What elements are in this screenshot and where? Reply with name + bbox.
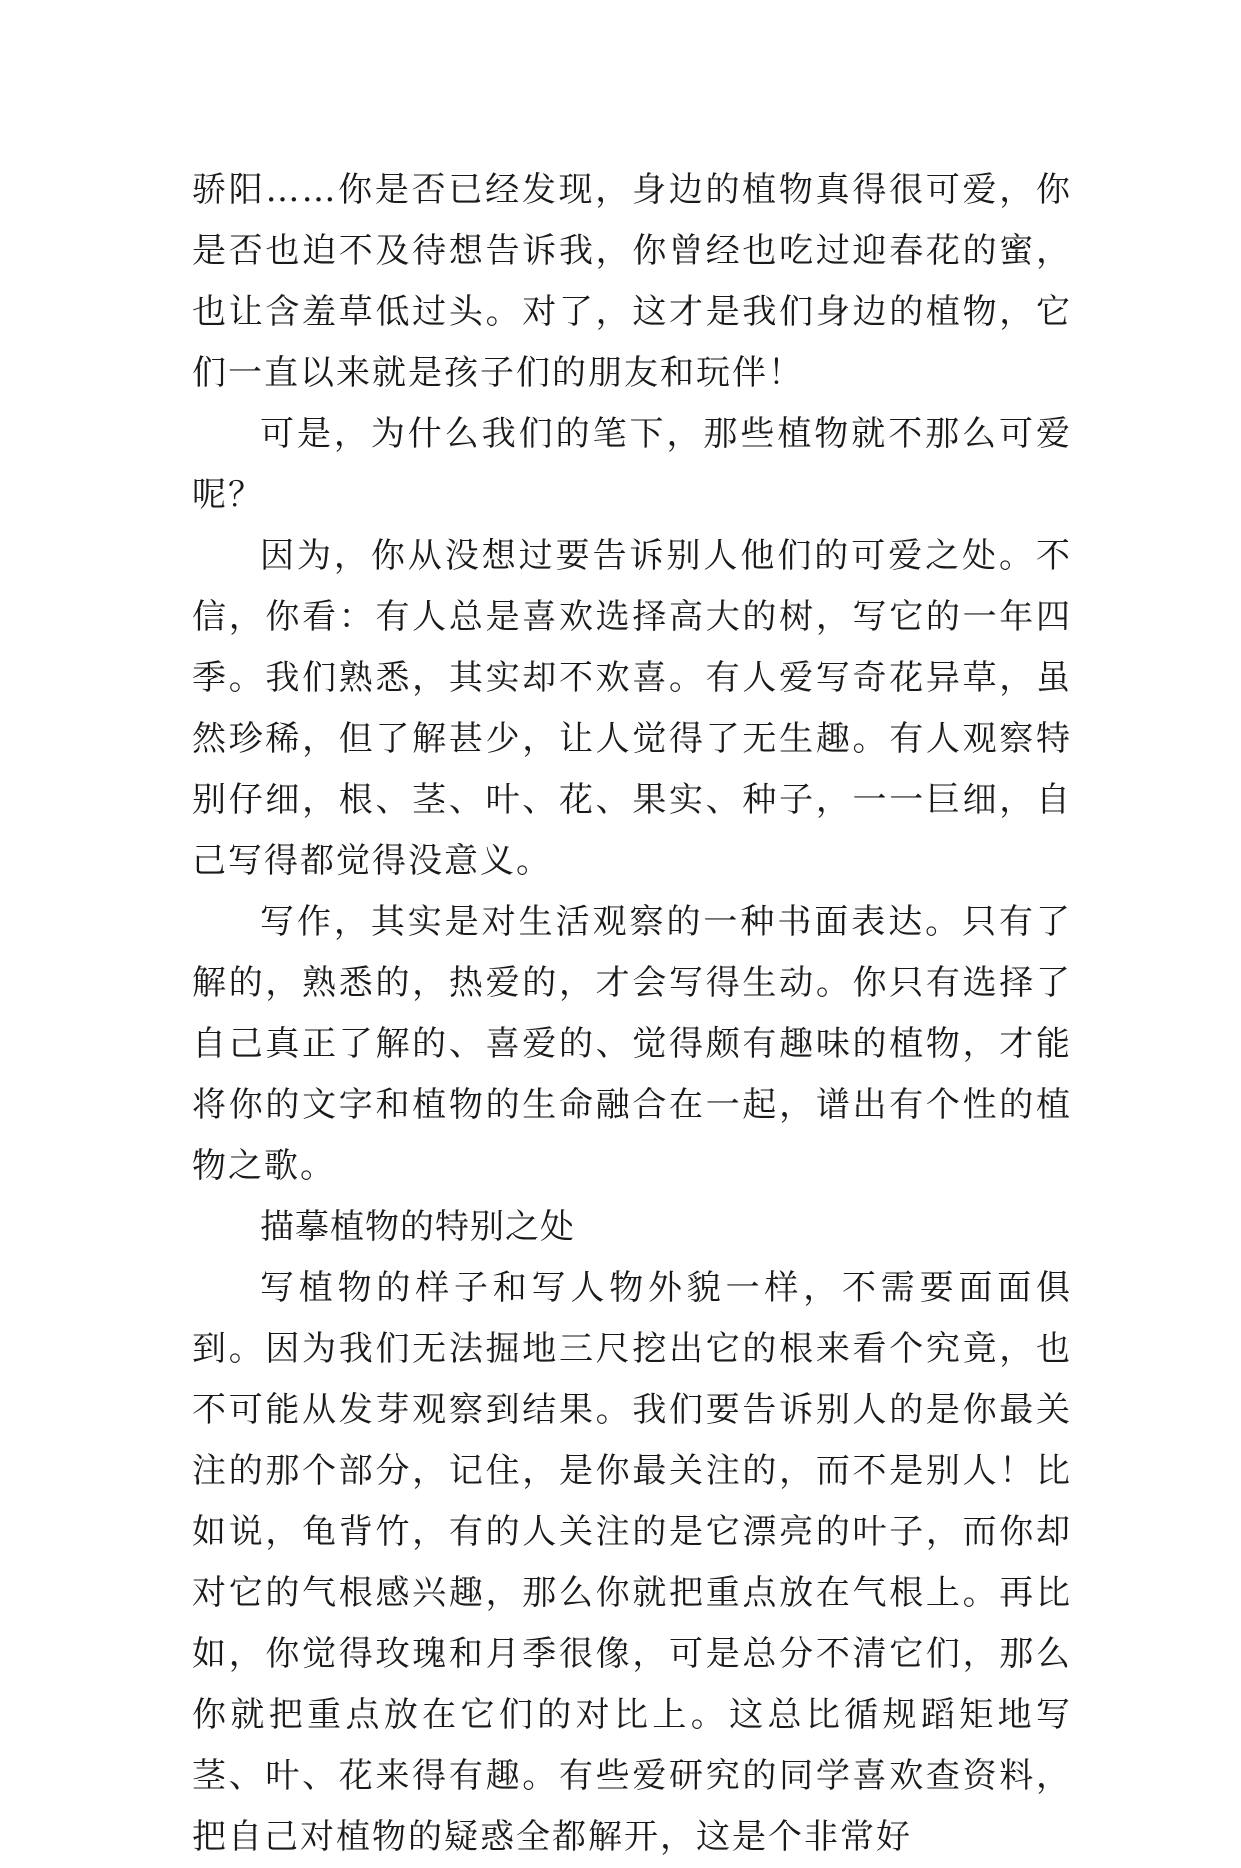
paragraph: 写作，其实是对生活观察的一种书面表达。只有了解的，熟悉的，热爱的，才会写得生动。你只有选择了自己真正了解的、喜爱的、觉得颇有趣味的植物，才能将你的文字和植物的生命融合在一起，谱出有个性的植物之歌。	[192, 902, 1072, 1186]
document-body	[192, 160, 1072, 1868]
paragraph: 写植物的样子和写人物外貌一样，不需要面面俱到。因为我们无法掘地三尺挖出它的根来看个究竟，也不可能从发芽观察到结果。我们要告诉别人的是你最关注的那个部分，记住，是你最关注的，而不是别人！比如说，龟背竹，有的人关注的是它漂亮的叶子，而你却对它的气根感兴趣，那么你就把重点放在气根上。再比如，你觉得玫瑰和月季很像，可是总分不清它们，那么你就把重点放在它们的对比上。这总比循规蹈矩地写茎、叶、花来得有趣。有些爱研究的同学喜欢查资料，把自己对植物的疑惑全都解开，这是个非常好	[192, 1268, 1072, 1857]
section-heading: 描摹植物的特别之处	[260, 1207, 575, 1247]
paragraph: 骄阳……你是否已经发现，身边的植物真得很可爱，你是否也迫不及待想告诉我，你曾经也吃过迎春花的蜜，也让含羞草低过头。对了，这才是我们身边的植物，它们一直以来就是孩子们的朋友和玩伴！	[192, 170, 1072, 393]
paragraph: 因为，你从没想过要告诉别人他们的可爱之处。不信，你看：有人总是喜欢选择高大的树，写它的一年四季。我们熟悉，其实却不欢喜。有人爱写奇花异草，虽然珍稀，但了解甚少，让人觉得了无生趣。有人观察特别仔细，根、茎、叶、花、果实、种子，一一巨细，自己写得都觉得没意义。	[192, 536, 1072, 881]
paragraph: 可是，为什么我们的笔下，那些植物就不那么可爱呢？	[192, 414, 1072, 515]
